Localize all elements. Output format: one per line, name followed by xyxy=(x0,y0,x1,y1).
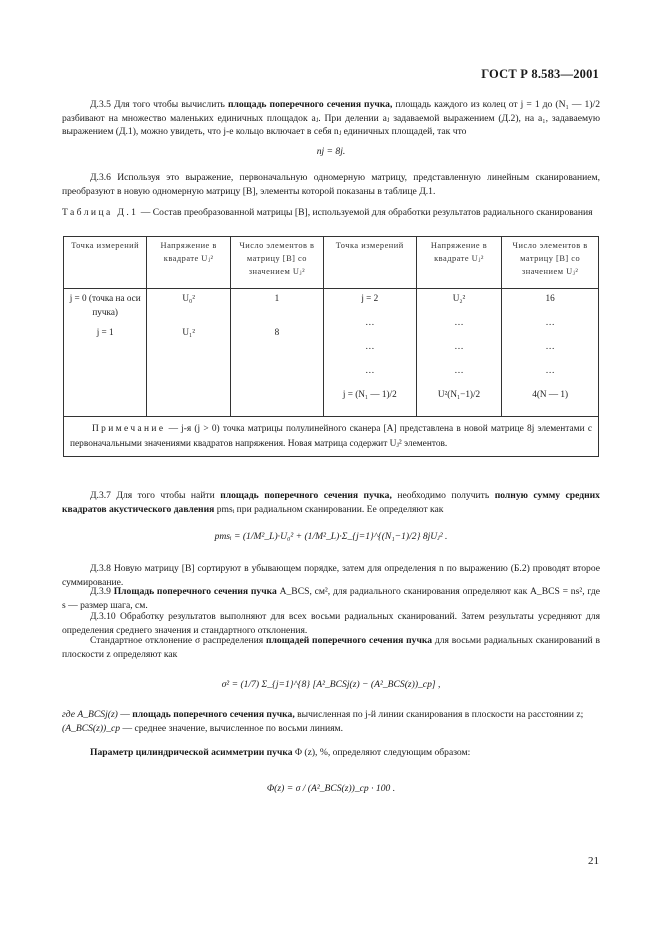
page-number: 21 xyxy=(588,855,599,868)
th-point-2: Точка измерений xyxy=(323,237,416,289)
th-point-1: Точка измерений xyxy=(64,237,147,289)
table-note: Примечание — j-я (j > 0) точка матрицы полулинейного сканера [A] представлена в новой матрице 8j элементами с первоначальными значениями квадратов напряжения. Новая матрица содержит Uⱼ² элементов. xyxy=(64,417,599,457)
section-d38: Д.3.8 Новую матрицу [B] сортируют в убывающем порядке, затем для определения n по выражению (Б.2) проводят второе суммирование. xyxy=(62,563,600,588)
section-asym: Параметр цилиндрической асимметрии пучка Φ (z), %, определяют следующим образом: xyxy=(90,747,471,758)
section-d37: Д.3.7 Для того чтобы найти площадь поперечного сечения пучка, необходимо получить полную сумму средних квадратов акустического давления pmsᵢ при радиальном сканировании. Ее определяют как pmsᵢ = (1/M²_L)·U₀² + (1/M²_L)·Σ_{j=1}^{(N₁−1)/2} 8jUⱼ² . xyxy=(62,490,600,543)
section-d310: Д.3.10 Обработку результатов выполняют для всех восьми радиальных сканирований. Затем результаты усредняют для определения среднего значения и стандартного отклонения. xyxy=(62,611,600,636)
col-left-voltage: U₀² U₁² xyxy=(147,289,231,417)
document-header: ГОСТ Р 8.583—2001 xyxy=(481,67,599,81)
col-right-count: 16 … … … 4(N — 1) xyxy=(502,289,599,417)
th-voltage-2: Напряжение в квадрате Uⱼ² xyxy=(416,237,502,289)
table-d1 xyxy=(63,236,599,457)
where-block: где A_BCSj(z) — площадь поперечного сечения пучка, вычисленная по j-й линии сканирования в плоскости на расстоянии z; (A_BCS(z))_ср — среднее значение, вычисленное по восьми линиям. xyxy=(62,709,584,734)
section-d35: Д.3.5 Для того чтобы вычислить площадь поперечного сечения пучка, площадь каждого из колец от j = 1 до (N₁ — 1)/2 разбивают на множество маленьких единичных площадок aⱼ. При делении aⱼ задаваемой выражением (Д.2), на a₁, задаваемую выражением (Д.1), можно увидеть, что j-е кольцо включает в себя nⱼ единичных площадей, так что nj = 8j. xyxy=(62,99,600,157)
section-d39: Д.3.9 Площадь поперечного сечения пучка A_BCS, см², для радиального сканирования определяют как A_BCS = ns², где s — размер шага, см. xyxy=(62,586,600,611)
section-d36: Д.3.6 Используя это выражение, первоначальную одномерную матрицу, представленную линейным сканированием, преобразуют в новую одномерную матрицу [B], элементы которой показаны в таблице Д.1. xyxy=(62,172,600,197)
formula-phi: Φ(z) = σ / (A²_BCS(z))_ср · 100 . xyxy=(266,783,396,794)
table-caption: Таблица Д.1 — Состав преобразованной матрицы [B], используемой для обработки результатов радиального сканирования xyxy=(62,207,593,218)
th-count-1: Число элементов в матрицу [B] со значением Uⱼ² xyxy=(231,237,324,289)
col-right-voltage: U₂² … … … U²(N₁−1)/2 xyxy=(416,289,502,417)
section-std: Стандартное отклонение σ распределения площадей поперечного сечения пучка для восьми радиальных сканирований в плоскости z определяют как xyxy=(62,635,600,660)
col-left-count: 1 8 xyxy=(231,289,324,417)
col-left-points: j = 0 (точка на оси пучка) j = 1 xyxy=(64,289,147,417)
formula-pms: pmsᵢ = (1/M²_L)·U₀² + (1/M²_L)·Σ_{j=1}^{(N₁−1)/2} 8jUⱼ² . xyxy=(214,531,448,543)
formula-sigma: σ² = (1/7) Σ_{j=1}^{8} [A²_BCSj(z) − (A²_BCS(z))_ср] , xyxy=(221,679,441,690)
formula-nj: nj = 8j. xyxy=(316,145,346,157)
th-voltage-1: Напряжение в квадрате Uⱼ² xyxy=(147,237,231,289)
th-count-2: Число элементов в матрицу [B] со значением Uⱼ² xyxy=(502,237,599,289)
col-right-points: j = 2 … … … j = (N₁ — 1)/2 xyxy=(323,289,416,417)
